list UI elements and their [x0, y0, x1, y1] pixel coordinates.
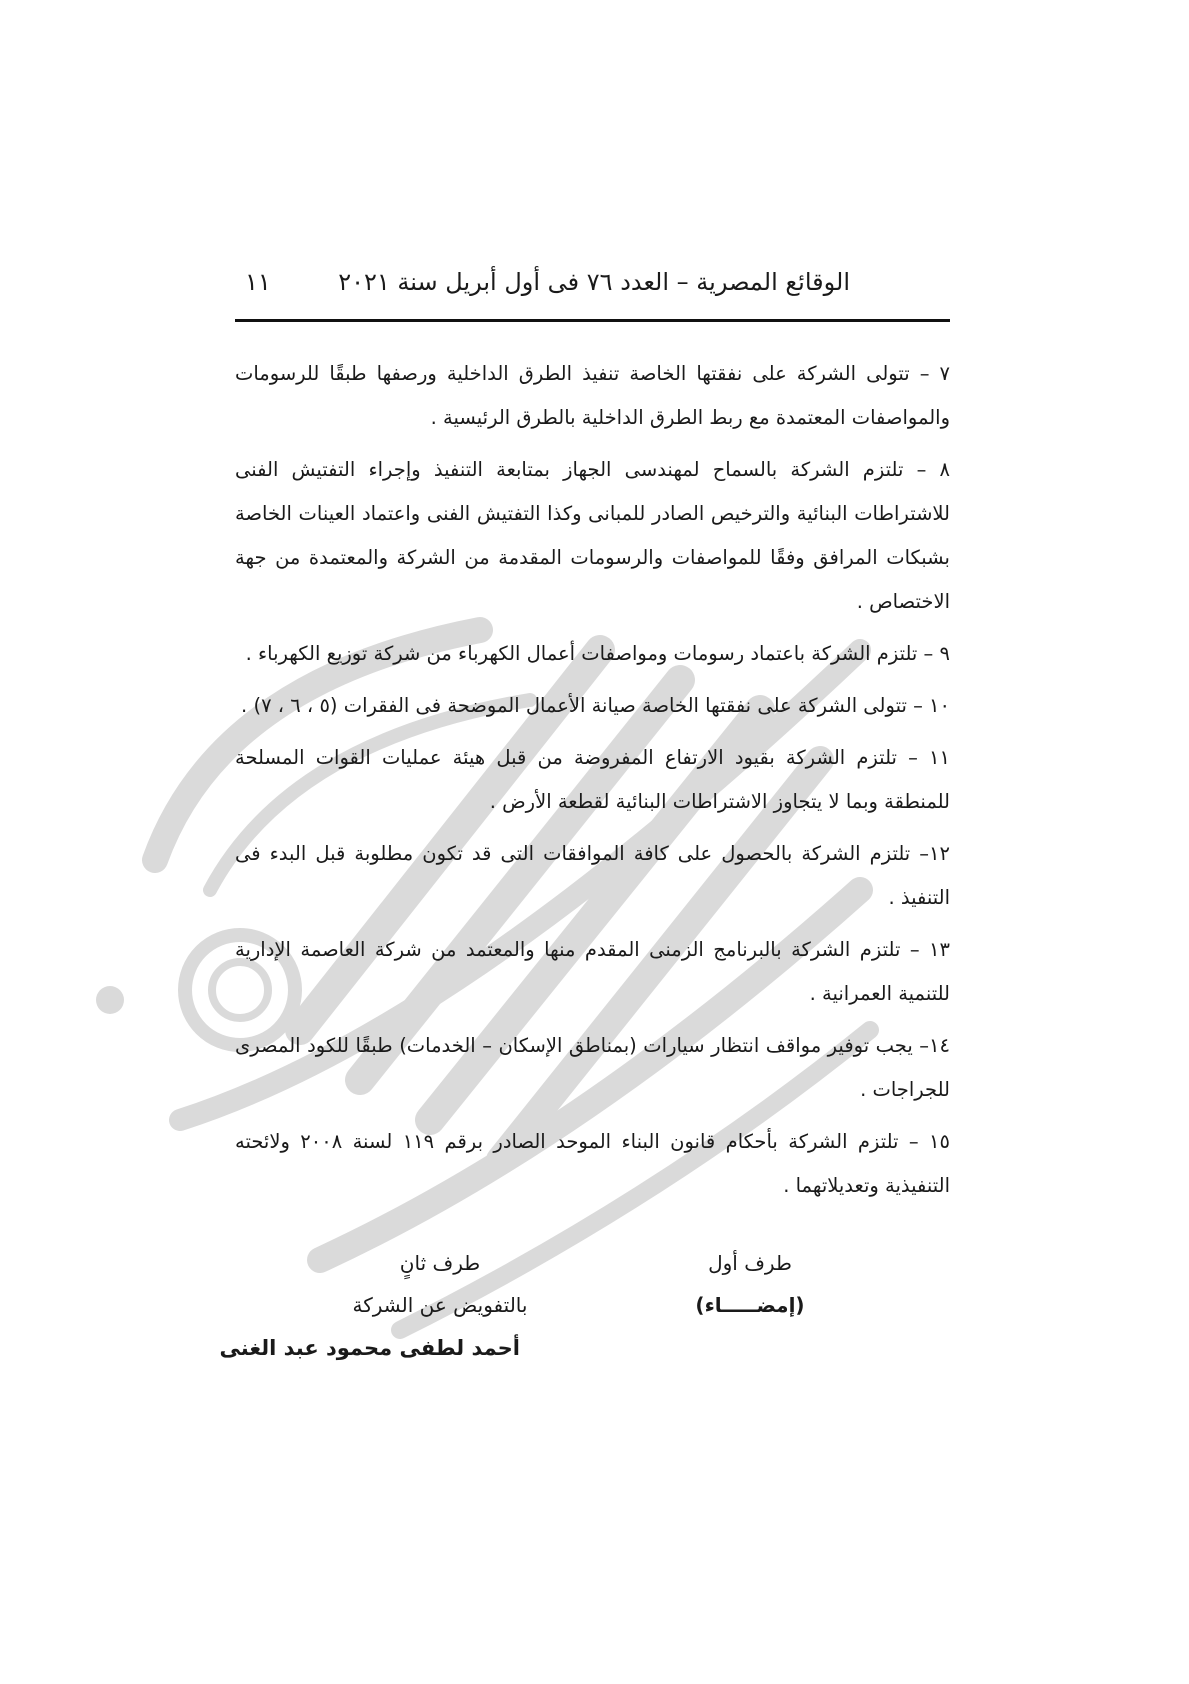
second-party-authorization: بالتفويض عن الشركة — [352, 1293, 528, 1317]
signature-block — [219, 1242, 950, 1392]
first-party-signature: (إمضـــــاء) — [695, 1293, 805, 1317]
second-party — [310, 1242, 570, 1326]
clause-10: ١٠ – تتولى الشركة على نفقتها الخاصة صيانة الأعمال الموضحة فى الفقرات (٥ ، ٦ ، ٧) . — [241, 694, 950, 717]
clause-13: ١٣ – تلتزم الشركة بالبرنامج الزمنى المقدم منها والمعتمد من شركة العاصمة الإدارية للتنمية العمرانية . — [235, 938, 950, 1005]
page-number: ١١ — [245, 268, 271, 296]
header-rule — [235, 319, 950, 322]
clause-9: ٩ – تلتزم الشركة باعتماد رسومات ومواصفات أعمال الكهرباء من شركة توزيع الكهرباء . — [245, 642, 950, 665]
clause-15: ١٥ – تلتزم الشركة بأحكام قانون البناء الموحد الصادر برقم ١١٩ لسنة ٢٠٠٨ ولائحته التنفيذية وتعديلاتهما . — [235, 1130, 950, 1197]
gazette-title: الوقائع المصرية – العدد ٧٦ فى أول أبريل سنة ٢٠٢١ — [338, 268, 850, 296]
watermark-dot — [96, 986, 124, 1014]
clause-11: ١١ – تلتزم الشركة بقيود الارتفاع المفروضة من قبل هيئة عمليات القوات المسلحة للمنطقة وبما لا يتجاوز الاشتراطات البنائية لقطعة الأرض . — [235, 746, 950, 813]
clauses-list — [235, 352, 950, 1216]
clause-7: ٧ – تتولى الشركة على نفقتها الخاصة تنفيذ الطرق الداخلية ورصفها طبقًا للرسومات والمواصفات المعتمدة مع ربط الطرق الداخلية بالطرق الرئيسية . — [235, 362, 950, 429]
clause-8: ٨ – تلتزم الشركة بالسماح لمهندسى الجهاز بمتابعة التنفيذ وإجراء التفتيش الفنى للاشتراطات البنائية والترخيص الصادر للمبانى وكذا التفتيش الفنى واعتماد العينات الخاصة بشبكات المرافق وفقًا للمواصفات والرسومات المقدمة من الشركة والمعتمدة من جهة الاختصاص . — [235, 458, 950, 613]
page-header — [235, 268, 950, 308]
clause-14: ١٤– يجب توفير مواقف انتظار سيارات (بمناطق الإسكان – الخدمات) طبقًا للكود المصرى للجراجات . — [235, 1034, 950, 1101]
signatory-name: أحمد لطفى محمود عبد الغنى — [219, 1336, 520, 1360]
first-party-label: طرف أول — [708, 1251, 792, 1275]
clause-12: ١٢– تلتزم الشركة بالحصول على كافة الموافقات التى قد تكون مطلوبة قبل البدء فى التنفيذ . — [235, 842, 950, 909]
first-party — [660, 1242, 840, 1326]
second-party-label: طرف ثانٍ — [399, 1251, 481, 1275]
